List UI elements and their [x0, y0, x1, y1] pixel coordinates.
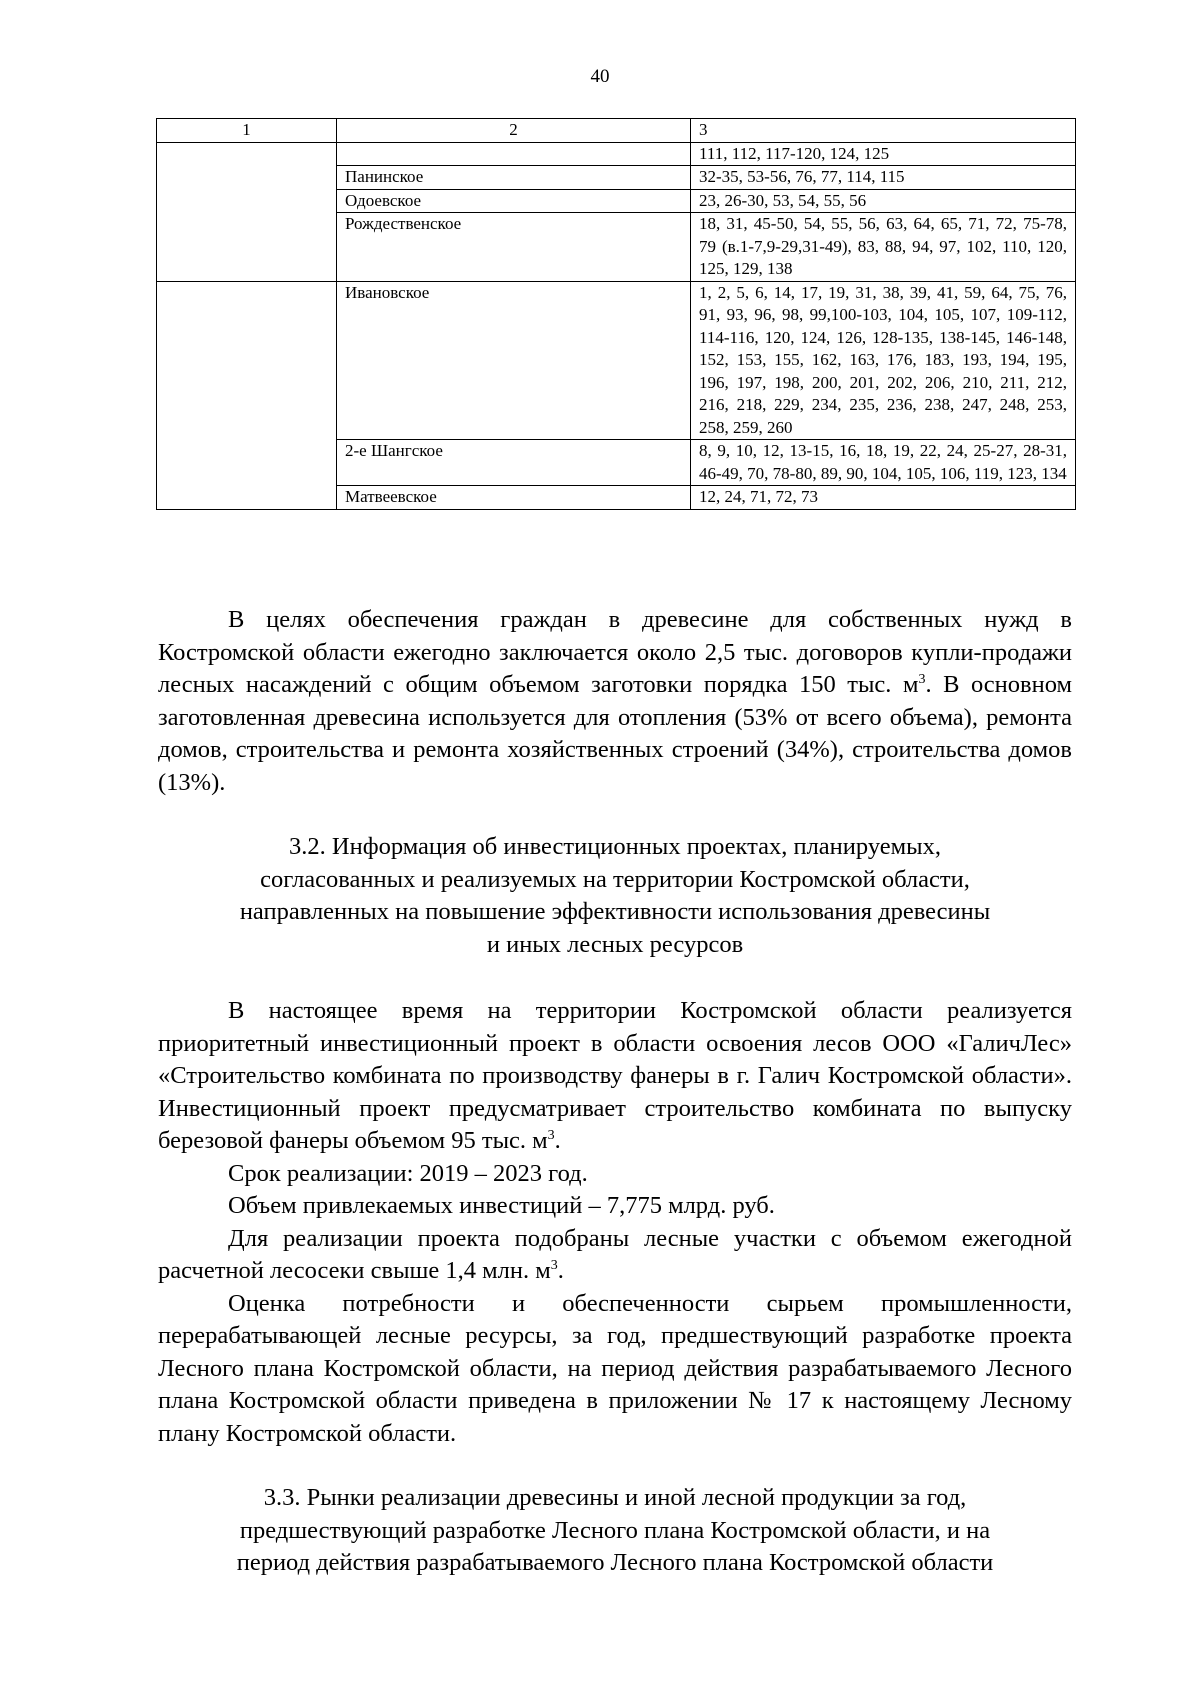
quarters-cell: 18, 31, 45-50, 54, 55, 56, 63, 64, 65, 71, 72, 75-78, 79 (в.1-7,9-29,31-49), 83, 88, 94, 97, 102, 110, 120, 125, 129, 138	[691, 213, 1076, 282]
superscript: 3	[550, 1257, 558, 1273]
table-row	[157, 142, 1076, 166]
paragraph-investment-volume: Объем привлекаемых инвестиций – 7,775 млрд. руб.	[228, 1192, 775, 1219]
forestry-cell: Рождественское	[337, 213, 691, 282]
column-header-3: 3	[691, 119, 1076, 143]
quarters-cell: 23, 26-30, 53, 54, 55, 56	[691, 189, 1076, 213]
forestry-quarters-table	[156, 118, 1076, 510]
quarters-cell: 111, 112, 117-120, 124, 125	[691, 142, 1076, 166]
superscript: 3	[918, 671, 926, 687]
paragraph-implementation-period: Срок реализации: 2019 – 2023 год.	[228, 1159, 588, 1187]
paragraph-text: В настоящее время на территории Костромской области реализуется приоритетный инвестиционный проект в области освоения лесов ООО «ГаличЛес» «Строительство комбината по производству фанеры в г. Галич Костромской области». Инвестиционный проект предусматривает строительство комбината по выпуску березовой фанеры объемом 95 тыс. м	[158, 997, 1072, 1154]
quarters-cell: 32-35, 53-56, 76, 77, 114, 115	[691, 166, 1076, 190]
forestry-cell	[337, 142, 691, 166]
section-3-3-heading	[158, 1482, 1072, 1580]
quarters-cell: 8, 9, 10, 12, 13-15, 16, 18, 19, 22, 24, 25-27, 28-31, 46-49, 70, 78-80, 89, 90, 104, 105, 106, 119, 123, 134	[691, 440, 1076, 486]
district-cell	[157, 142, 337, 281]
paragraph-firewood-contracts	[158, 604, 1072, 799]
page-number: 40	[590, 66, 610, 87]
forestry-cell: 2-е Шангское	[337, 440, 691, 486]
column-header-1: 1	[157, 119, 337, 143]
district-cell	[157, 281, 337, 509]
forestry-cell: Матвеевское	[337, 486, 691, 510]
main-text	[158, 604, 1072, 1580]
quarters-cell: 1, 2, 5, 6, 14, 17, 19, 31, 38, 39, 41, 59, 64, 75, 76, 91, 93, 96, 98, 99,100-103, 104, 105, 107, 109-112, 114-116, 120, 124, 126, 128-135, 138-145, 146-148, 152, 153, 155, 162, 163, 176, 183, 193, 194, 195, 196, 197, 198, 200, 201, 202, 206, 210, 211, 212, 216, 218, 229, 234, 235, 236, 238, 247, 248, 253, 258, 259, 260	[691, 281, 1076, 440]
section-3-2-heading	[158, 831, 1072, 961]
paragraph-text: .	[557, 1257, 564, 1284]
heading-line: предшествующий разработке Лесного плана Костромской области, и на	[239, 1516, 991, 1544]
paragraph-text: Для реализации проекта подобраны лесные участки с объемом ежегодной расчетной лесосеки свыше 1,4 млн. м	[158, 1224, 1072, 1284]
table-row	[157, 281, 1076, 440]
column-header-2: 2	[337, 119, 691, 143]
paragraph-investment-project	[158, 995, 1072, 1158]
table-header-row	[157, 119, 1076, 143]
superscript: 3	[547, 1127, 555, 1143]
forestry-cell: Панинское	[337, 166, 691, 190]
heading-line: направленных на повышение эффективности использования древесины	[239, 898, 991, 925]
paragraph-text: В целях обеспечения граждан в древесине для собственных нужд в Костромской области ежегодно заключается около 2,5 тыс. договоров купли-продажи лесных насаждений с общим объемом заготовки порядка 150 тыс. м	[158, 606, 1072, 698]
paragraph-forest-plots	[158, 1223, 1072, 1288]
heading-line: и иных лесных ресурсов	[486, 930, 744, 958]
paragraph-text: . В основном заготовленная древесина используется для отопления (53% от всего объема), ремонта домов, строительства и ремонта хозяйственных строений (34%), строительства домов (13%).	[158, 671, 1073, 796]
heading-line: период действия разрабатываемого Лесного плана Костромской области	[236, 1549, 994, 1576]
paragraph-text: .	[554, 1127, 561, 1154]
heading-line: 3.3. Рынки реализации древесины и иной лесной продукции за год,	[263, 1484, 967, 1511]
forestry-cell: Ивановское	[337, 281, 691, 440]
heading-line: 3.2. Информация об инвестиционных проектах, планируемых,	[289, 833, 941, 860]
heading-line: согласованных и реализуемых на территории Костромской области,	[260, 865, 970, 893]
paragraph-raw-material-assessment: Оценка потребности и обеспеченности сырьем промышленности, перерабатывающей лесные ресурсы, за год, предшествующий разработке проекта Лесного плана Костромской области, на период действия разрабатываемого Лесного плана Костромской области приведена в приложении № 17 к настоящему Лесному плану Костромской области.	[158, 1289, 1072, 1447]
forestry-cell: Одоевское	[337, 189, 691, 213]
quarters-cell: 12, 24, 71, 72, 73	[691, 486, 1076, 510]
